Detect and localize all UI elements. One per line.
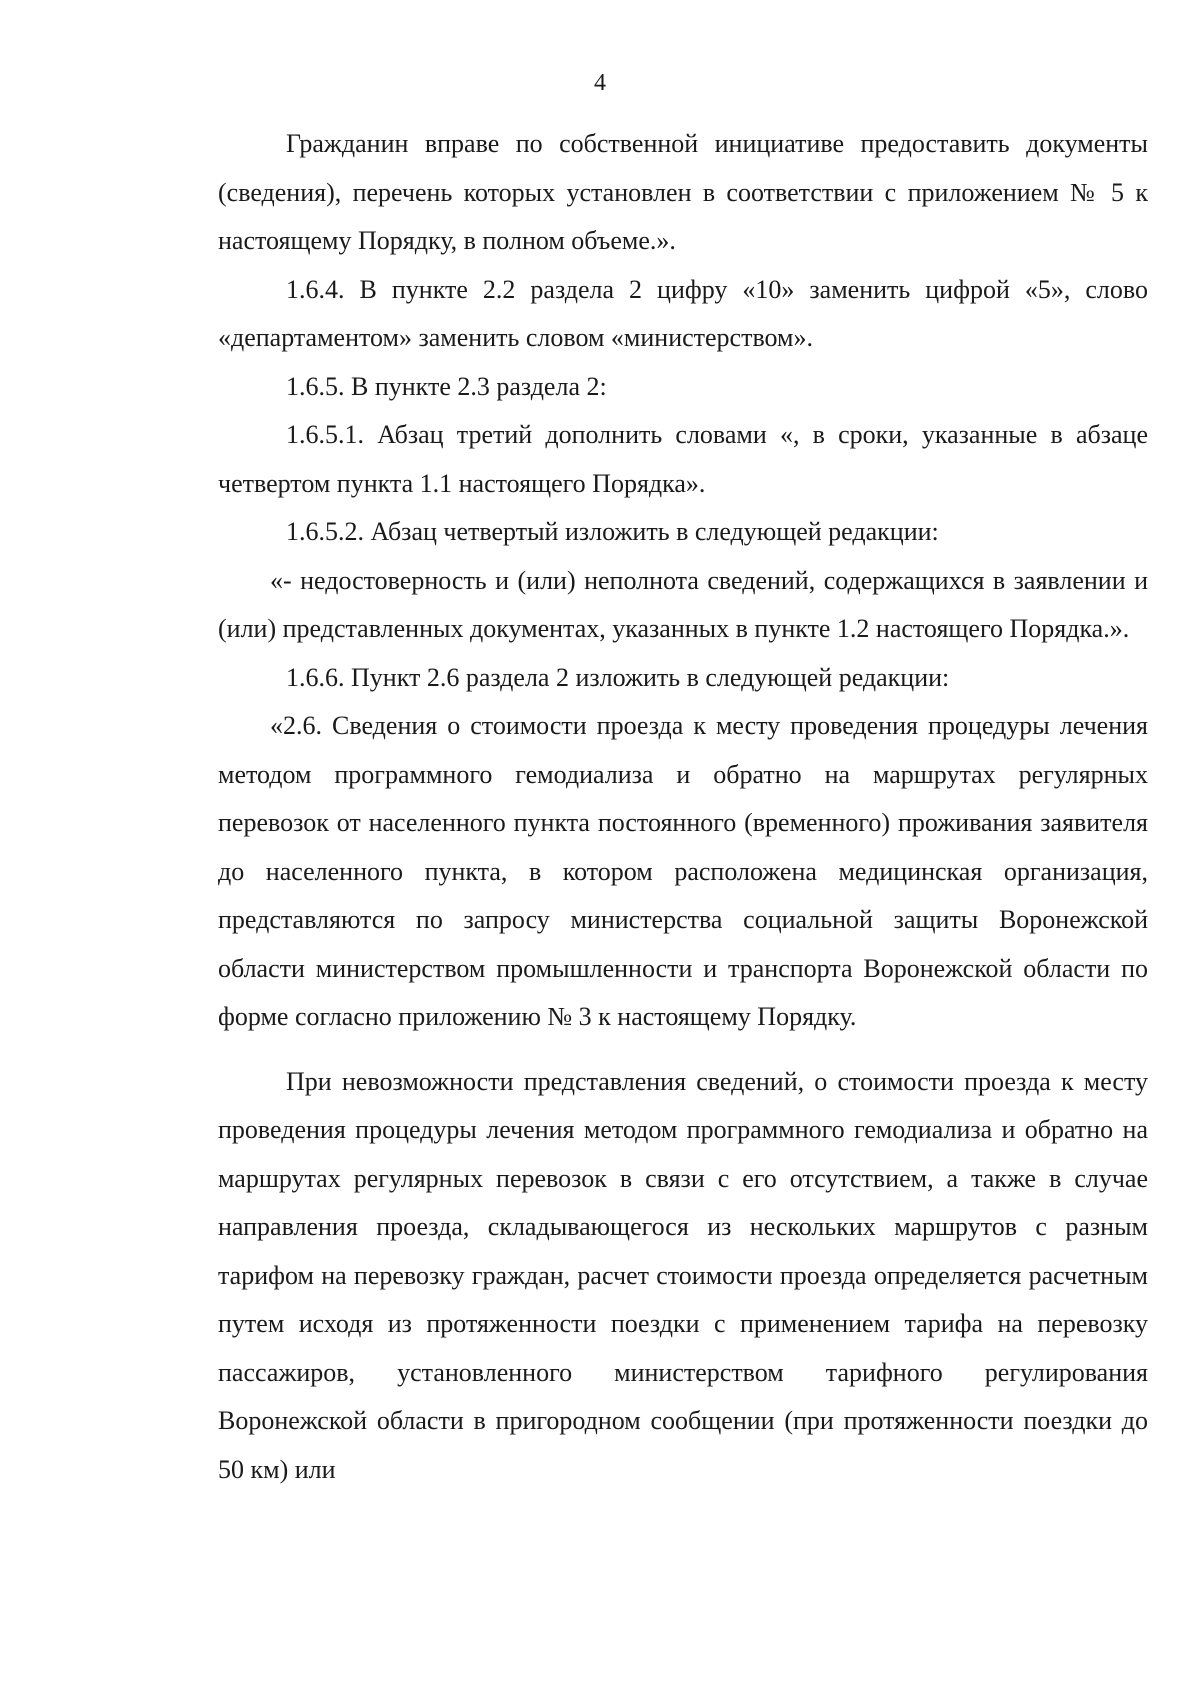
paragraph-1-6-6: 1.6.6. Пункт 2.6 раздела 2 изложить в следующей редакции: <box>286 662 950 692</box>
paragraph-2-6: «2.6. Сведения о стоимости проезда к месту проведения процедуры лечения методом программного гемодиализа и обратно на маршрутах регулярных перевозок от населенного пункта постоянного (временного) проживания заявителя до населенного пункта, в котором расположена медицинская организация, представляются по запросу министерства социальной защиты Воронежской области министерством промышленности и транспорта Воронежской области по форме согласно приложению № 3 к настоящему Порядку. <box>218 711 1148 1031</box>
paragraph-fare-calculation: При невозможности представления сведений, о стоимости проезда к месту проведения процедуры лечения методом программного гемодиализа и обратно на маршрутах регулярных перевозок в связи с его отсутствием, а также в случае направления проезда, складывающегося из нескольких маршрутов с разным тарифом на перевозку граждан, расчет стоимости проезда определяется расчетным путем исходя из протяженности поездки с применением тарифа на перевозку пассажиров, установленного министерством тарифного регулирования Воронежской области в пригородном сообщении (при протяженности поездки до 50 км) или <box>218 1066 1148 1484</box>
paragraph-1-6-5: 1.6.5. В пункте 2.3 раздела 2: <box>286 371 607 401</box>
paragraph-quote-unreliability: «- недостоверность и (или) неполнота сведений, содержащихся в заявлении и (или) представленных документах, указанных в пункте 1.2 настоящего Порядка.». <box>218 565 1148 643</box>
paragraph-1-6-4: 1.6.4. В пункте 2.2 раздела 2 цифру «10» заменить цифрой «5», слово «департаментом» заменить словом «министерством». <box>218 274 1148 352</box>
page-number: 4 <box>594 70 606 96</box>
paragraph-citizen-right: Гражданин вправе по собственной инициативе предоставить документы (сведения), перечень которых установлен в соответствии с приложением № 5 к настоящему Порядку, в полном объеме.». <box>218 129 1148 255</box>
document-body <box>218 120 1148 1494</box>
paragraph-1-6-5-1: 1.6.5.1. Абзац третий дополнить словами «, в сроки, указанные в абзаце четвертом пункта 1.1 настоящего Порядка». <box>218 420 1148 498</box>
paragraph-1-6-5-2: 1.6.5.2. Абзац четвертый изложить в следующей редакции: <box>286 517 939 546</box>
